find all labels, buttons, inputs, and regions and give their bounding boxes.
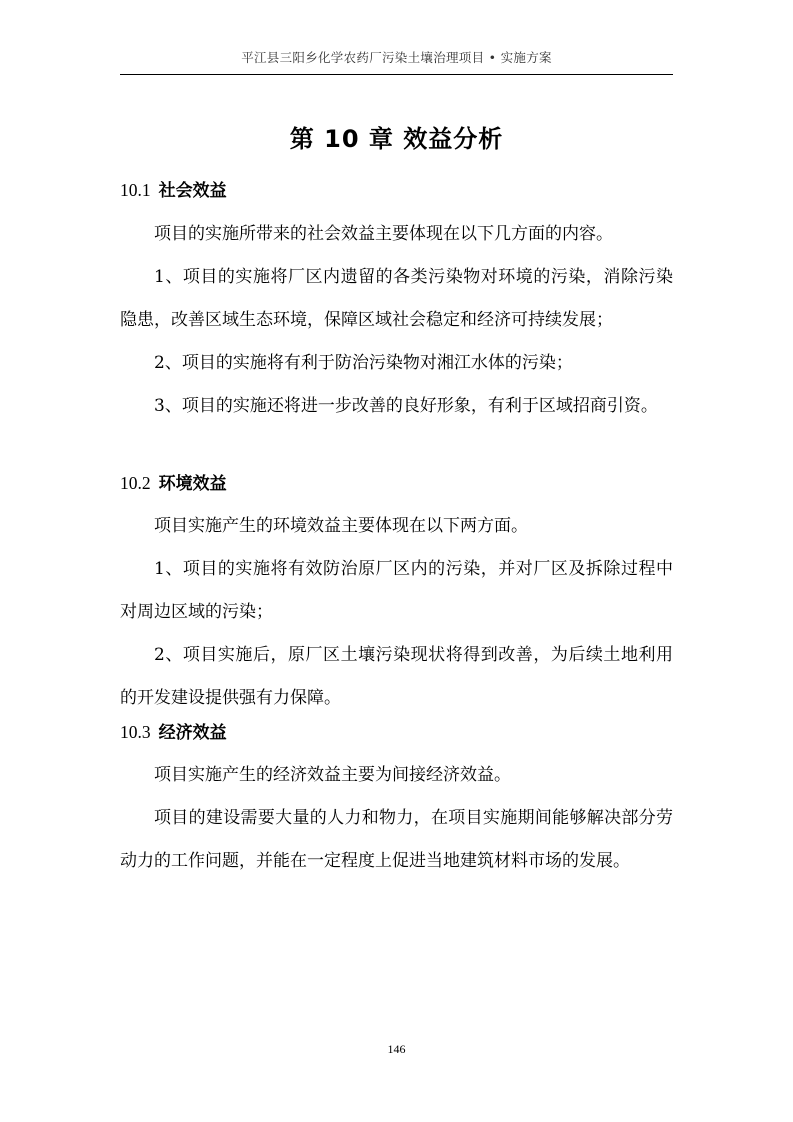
section-heading-environment: [120, 470, 673, 497]
section-number: 10.2: [120, 473, 151, 493]
paragraph: 1、项目的实施将厂区内遗留的各类污染物对环境的污染，消除污染隐患，改善区域生态环境，保障区域社会稳定和经济可持续发展；: [120, 267, 673, 330]
paragraph: 项目实施产生的经济效益主要为间接经济效益。: [154, 765, 511, 785]
section-title: 环境效益: [158, 474, 227, 494]
section-heading-economy: [120, 719, 673, 746]
section-heading-social: [120, 177, 673, 204]
section-number: 10.3: [120, 722, 151, 742]
section-title: 经济效益: [158, 723, 227, 743]
chapter-title: 第 10 章 效益分析: [289, 125, 504, 153]
page-number: 146: [387, 1042, 406, 1056]
paragraph: 项目的建设需要大量的人力和物力，在项目实施期间能够解决部分劳动力的工作问题，并能在一定程度上促进当地建筑材料市场的发展。: [120, 808, 673, 871]
running-header: 平江县三阳乡化学农药厂污染土壤治理项目 • 实施方案: [241, 50, 552, 65]
paragraph: 2、项目的实施将有利于防治污染物对湘江水体的污染；: [154, 353, 573, 373]
paragraph: 2、项目实施后，原厂区土壤污染现状将得到改善，为后续土地利用的开发建设提供强有力保障。: [120, 645, 673, 708]
paragraph: 1、项目的实施将有效防治原厂区内的污染，并对厂区及拆除过程中对周边区域的污染；: [120, 559, 673, 622]
paragraph: 3、项目的实施还将进一步改善的良好形象，有利于区域招商引资。: [154, 396, 658, 416]
paragraph: 项目的实施所带来的社会效益主要体现在以下几方面的内容。: [154, 224, 613, 244]
paragraph: 项目实施产生的环境效益主要体现在以下两方面。: [154, 516, 528, 536]
header-rule: [120, 74, 673, 75]
section-title: 社会效益: [158, 181, 227, 201]
section-number: 10.1: [120, 180, 151, 200]
